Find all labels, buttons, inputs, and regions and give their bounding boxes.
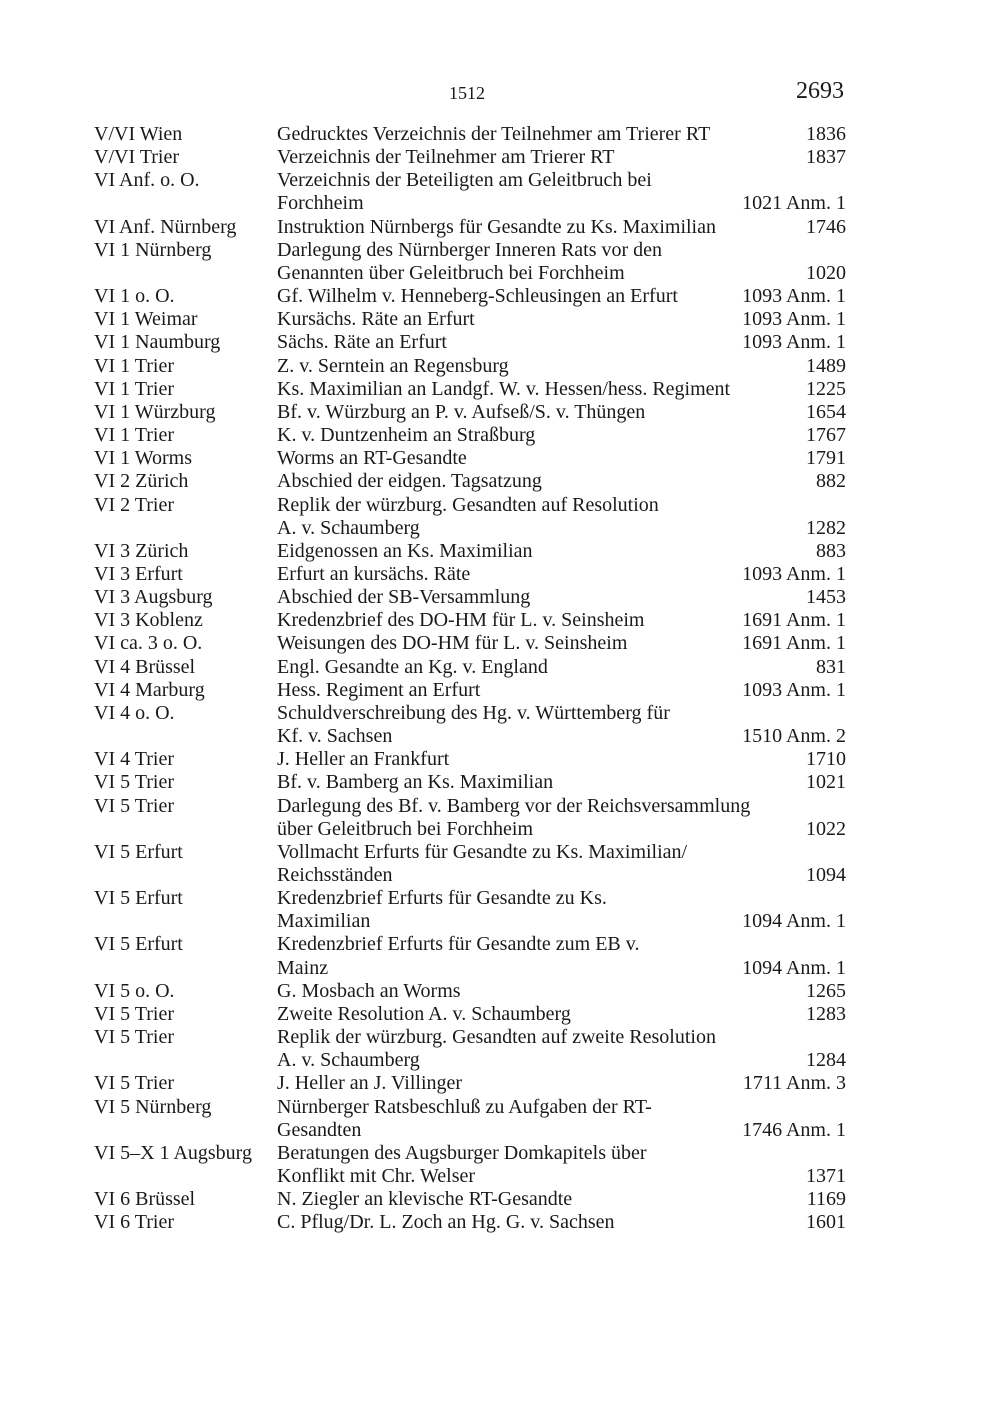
entry-description-line: Vollmacht Erfurts für Gesandte zu Ks. Maximilian/	[277, 840, 688, 863]
entry-description-line: Abschied der eidgen. Tagsatzung	[277, 470, 542, 493]
entry-reference-number: 1837	[806, 146, 846, 169]
entry-body	[277, 216, 846, 239]
entry-reference-number: 1691 Anm. 1	[742, 632, 846, 655]
entry-date-place: VI 3 Zürich	[94, 539, 189, 562]
entry-body	[277, 1096, 846, 1142]
entry-reference-number: 1022	[806, 817, 846, 840]
entry-description-line: J. Heller an Frankfurt	[277, 748, 450, 771]
index-entry	[94, 771, 846, 794]
entry-body	[277, 1142, 846, 1188]
entry-body	[277, 1026, 846, 1072]
index-entry	[94, 748, 846, 771]
entry-description-line: Nürnberger Ratsbeschluß zu Aufgaben der RT-	[277, 1095, 652, 1118]
entry-description-line: Maximilian	[277, 910, 371, 933]
entry-description-line: N. Ziegler an klevische RT-Gesandte	[277, 1188, 573, 1211]
entry-body	[277, 748, 846, 771]
entry-body	[277, 1072, 846, 1095]
index-entry	[94, 447, 846, 470]
entry-body	[277, 1188, 846, 1211]
entry-date-place: VI 1 Naumburg	[94, 331, 221, 354]
index-entry	[94, 586, 846, 609]
entry-description-line: A. v. Schaumberg	[277, 516, 420, 539]
entry-date-place: VI ca. 3 o. O.	[94, 632, 203, 655]
entry-description-line: Gesandten	[277, 1118, 362, 1141]
entry-reference-number: 1093 Anm. 1	[742, 285, 846, 308]
entry-body	[277, 563, 846, 586]
entry-date-place: VI 1 Weimar	[94, 308, 198, 331]
index-entry	[94, 1188, 846, 1211]
entry-description-line: C. Pflug/Dr. L. Zoch an Hg. G. v. Sachsen	[277, 1211, 615, 1234]
entry-reference-number: 883	[816, 539, 846, 562]
index-entry	[94, 331, 846, 354]
entry-description-line: Kredenzbrief Erfurts für Gesandte zu Ks.	[277, 887, 607, 910]
entry-body	[277, 239, 846, 285]
entry-reference-number: 1094 Anm. 1	[742, 956, 846, 979]
entry-date-place: VI 6 Trier	[94, 1211, 175, 1234]
entry-body	[277, 980, 846, 1003]
index-entry	[94, 841, 846, 887]
entry-description-line: K. v. Duntzenheim an Straßburg	[277, 424, 536, 447]
entry-description-line: Erfurt an kursächs. Räte	[277, 562, 471, 585]
entry-date-place: VI 5 Erfurt	[94, 840, 183, 863]
entry-body	[277, 795, 846, 841]
entry-body	[277, 702, 846, 748]
entry-body	[277, 470, 846, 493]
entry-reference-number: 1093 Anm. 1	[742, 308, 846, 331]
entry-body	[277, 586, 846, 609]
entry-description-line: Bf. v. Bamberg an Ks. Maximilian	[277, 771, 554, 794]
index-entry	[94, 1003, 846, 1026]
entry-date-place: VI 4 Marburg	[94, 678, 205, 701]
entry-description-line: Reichsständen	[277, 864, 393, 886]
index-entry	[94, 609, 846, 632]
index-entry	[94, 401, 846, 424]
entry-date-place: VI Anf. Nürnberg	[94, 215, 237, 238]
entry-date-place: VI 5 Trier	[94, 1026, 175, 1049]
entry-description-line: J. Heller an J. Villinger	[277, 1072, 463, 1095]
entry-date-place: VI Anf. o. O.	[94, 169, 200, 192]
entry-body	[277, 169, 846, 215]
entry-body	[277, 331, 846, 354]
entry-date-place: VI 5 Trier	[94, 1072, 175, 1095]
entry-description-line: G. Mosbach an Worms	[277, 979, 461, 1002]
entry-body	[277, 424, 846, 447]
entry-body	[277, 123, 846, 146]
entry-date-place: VI 1 Würzburg	[94, 400, 216, 423]
index-entry	[94, 123, 846, 146]
entry-date-place: VI 3 Augsburg	[94, 586, 213, 609]
entry-description-line: Abschied der SB-Versammlung	[277, 586, 531, 609]
entry-description-line: Kf. v. Sachsen	[277, 725, 393, 748]
entry-date-place: VI 5–X 1 Augsburg	[94, 1141, 252, 1164]
entry-reference-number: 1020	[806, 261, 846, 284]
entry-reference-number: 1225	[806, 377, 846, 400]
index-entry	[94, 656, 846, 679]
entry-reference-number: 1093 Anm. 1	[742, 678, 846, 701]
entry-body	[277, 933, 846, 979]
index-entry	[94, 1072, 846, 1095]
index-entry	[94, 980, 846, 1003]
index-entry	[94, 1211, 846, 1234]
entry-date-place: VI 5 Trier	[94, 771, 175, 794]
entry-description-line: Worms an RT-Gesandte	[277, 447, 467, 470]
entry-date-place: VI 2 Zürich	[94, 470, 189, 493]
page-number: 2693	[796, 78, 844, 104]
entry-description-line: Schuldverschreibung des Hg. v. Württemberg für	[277, 701, 670, 724]
entry-reference-number: 831	[816, 655, 846, 678]
index-entry	[94, 424, 846, 447]
entry-body	[277, 632, 846, 655]
entry-date-place: V/VI Trier	[94, 146, 180, 169]
entry-date-place: VI 4 o. O.	[94, 701, 175, 724]
entry-reference-number: 1021 Anm. 1	[742, 192, 846, 215]
entry-reference-number: 1093 Anm. 1	[742, 562, 846, 585]
entry-reference-number: 1094	[806, 864, 846, 886]
entry-body	[277, 771, 846, 794]
index-entry	[94, 540, 846, 563]
entry-description-line: Genannten über Geleitbruch bei Forchheim	[277, 261, 625, 284]
entry-description-line: Replik der würzburg. Gesandten auf Resolution	[277, 493, 659, 516]
entry-reference-number: 1453	[806, 586, 846, 609]
entry-date-place: VI 1 Trier	[94, 354, 175, 377]
index-entry	[94, 308, 846, 331]
entry-description-line: Z. v. Serntein an Regensburg	[277, 354, 509, 377]
entry-description-line: Konflikt mit Chr. Welser	[277, 1165, 476, 1188]
index-entry	[94, 933, 846, 979]
entry-reference-number: 1746	[806, 215, 846, 238]
entry-date-place: VI 1 Worms	[94, 447, 193, 470]
entry-description-line: Bf. v. Würzburg an P. v. Aufseß/S. v. Thüngen	[277, 400, 646, 423]
entry-reference-number: 1283	[806, 1002, 846, 1025]
entry-date-place: VI 5 Trier	[94, 1002, 175, 1025]
entry-reference-number: 1284	[806, 1049, 846, 1072]
index-entry	[94, 378, 846, 401]
entry-description-line: Mainz	[277, 956, 329, 979]
entry-reference-number: 1169	[806, 1188, 846, 1211]
index-entry	[94, 239, 846, 285]
entry-body	[277, 494, 846, 540]
entry-reference-number: 1093 Anm. 1	[742, 331, 846, 354]
index-entry	[94, 146, 846, 169]
entry-description-line: Gedrucktes Verzeichnis der Teilnehmer am Trierer RT	[277, 123, 711, 145]
entry-date-place: VI 1 o. O.	[94, 285, 175, 308]
index-entry	[94, 216, 846, 239]
entry-body	[277, 679, 846, 702]
entry-date-place: VI 3 Erfurt	[94, 562, 183, 585]
entry-description-line: Sächs. Räte an Erfurt	[277, 331, 447, 354]
entry-reference-number: 1510 Anm. 2	[742, 725, 846, 748]
entry-description-line: über Geleitbruch bei Forchheim	[277, 817, 534, 840]
entry-date-place: VI 6 Brüssel	[94, 1188, 196, 1211]
entry-description-line: Eidgenossen an Ks. Maximilian	[277, 539, 533, 562]
entry-date-place: VI 2 Trier	[94, 493, 175, 516]
index-entry	[94, 887, 846, 933]
entry-description-line: Verzeichnis der Teilnehmer am Trierer RT	[277, 146, 615, 169]
entry-reference-number: 1711 Anm. 3	[742, 1072, 846, 1095]
entry-body	[277, 1211, 846, 1234]
index-entry	[94, 470, 846, 493]
entry-description-line: Instruktion Nürnbergs für Gesandte zu Ks. Maximilian	[277, 215, 716, 238]
entry-description-line: Forchheim	[277, 192, 364, 215]
entry-reference-number: 882	[816, 470, 846, 493]
entry-reference-number: 1746 Anm. 1	[742, 1118, 846, 1141]
entry-date-place: VI 1 Trier	[94, 424, 175, 447]
entry-date-place: VI 4 Trier	[94, 748, 175, 771]
index-entry	[94, 494, 846, 540]
entry-description-line: Kursächs. Räte an Erfurt	[277, 308, 475, 331]
index-entry	[94, 632, 846, 655]
entry-date-place: V/VI Wien	[94, 123, 183, 145]
entry-body	[277, 887, 846, 933]
entry-body	[277, 540, 846, 563]
entry-body	[277, 841, 846, 887]
entry-date-place: VI 5 Erfurt	[94, 933, 183, 956]
entry-reference-number: 1265	[806, 979, 846, 1002]
entry-body	[277, 308, 846, 331]
entry-reference-number: 1601	[806, 1211, 846, 1234]
entry-description-line: Gf. Wilhelm v. Henneberg-Schleusingen an Erfurt	[277, 285, 678, 308]
entry-reference-number: 1710	[806, 748, 846, 771]
entry-body	[277, 355, 846, 378]
entry-reference-number: 1094 Anm. 1	[742, 910, 846, 933]
entry-reference-number: 1371	[806, 1165, 846, 1188]
entry-date-place: VI 5 o. O.	[94, 979, 175, 1002]
entry-description-line: A. v. Schaumberg	[277, 1049, 420, 1072]
entry-description-line: Darlegung des Bf. v. Bamberg vor der Reichsversammlung	[277, 794, 751, 817]
index-entry	[94, 1026, 846, 1072]
entry-description-line: Verzeichnis der Beteiligten am Geleitbruch bei	[277, 169, 652, 192]
entry-description-line: Kredenzbrief des DO-HM für L. v. Seinsheim	[277, 609, 645, 632]
entry-body	[277, 285, 846, 308]
entry-description-line: Hess. Regiment an Erfurt	[277, 678, 481, 701]
entry-description-line: Replik der würzburg. Gesandten auf zweite Resolution	[277, 1026, 716, 1049]
index-entry	[94, 169, 846, 215]
entry-date-place: VI 5 Trier	[94, 794, 175, 817]
entry-date-place: VI 1 Trier	[94, 377, 175, 400]
index-entry	[94, 702, 846, 748]
entry-body	[277, 146, 846, 169]
index-entry	[94, 285, 846, 308]
entry-date-place: VI 4 Brüssel	[94, 655, 196, 678]
entry-reference-number: 1021	[806, 771, 846, 794]
entry-date-place: VI 3 Koblenz	[94, 609, 203, 632]
section-page-number: 1512	[449, 83, 485, 103]
running-head	[0, 80, 1004, 106]
entry-body	[277, 656, 846, 679]
index-entry	[94, 679, 846, 702]
index-entry	[94, 795, 846, 841]
entry-reference-number: 1654	[806, 400, 846, 423]
index-entry	[94, 1096, 846, 1142]
entry-date-place: VI 5 Erfurt	[94, 887, 183, 910]
entry-body	[277, 609, 846, 632]
entry-body	[277, 401, 846, 424]
entry-description-line: Kredenzbrief Erfurts für Gesandte zum EB v.	[277, 933, 640, 956]
entry-reference-number: 1489	[806, 354, 846, 377]
entry-body	[277, 1003, 846, 1026]
index-entry	[94, 563, 846, 586]
entry-reference-number: 1791	[806, 447, 846, 470]
chronological-index-list	[94, 123, 846, 1235]
entry-body	[277, 447, 846, 470]
entry-description-line: Darlegung des Nürnberger Inneren Rats vor den	[277, 238, 663, 261]
entry-description-line: Engl. Gesandte an Kg. v. England	[277, 655, 548, 678]
entry-date-place: VI 1 Nürnberg	[94, 238, 212, 261]
entry-reference-number: 1767	[806, 424, 846, 447]
entry-description-line: Zweite Resolution A. v. Schaumberg	[277, 1002, 571, 1025]
index-entry	[94, 1142, 846, 1188]
entry-description-line: Ks. Maximilian an Landgf. W. v. Hessen/hess. Regiment	[277, 377, 731, 400]
index-entry	[94, 355, 846, 378]
entry-description-line: Weisungen des DO-HM für L. v. Seinsheim	[277, 632, 628, 655]
entry-reference-number: 1836	[806, 123, 846, 145]
entry-reference-number: 1282	[806, 516, 846, 539]
entry-description-line: Beratungen des Augsburger Domkapitels über	[277, 1141, 647, 1164]
entry-date-place: VI 5 Nürnberg	[94, 1095, 212, 1118]
entry-reference-number: 1691 Anm. 1	[742, 609, 846, 632]
entry-body	[277, 378, 846, 401]
